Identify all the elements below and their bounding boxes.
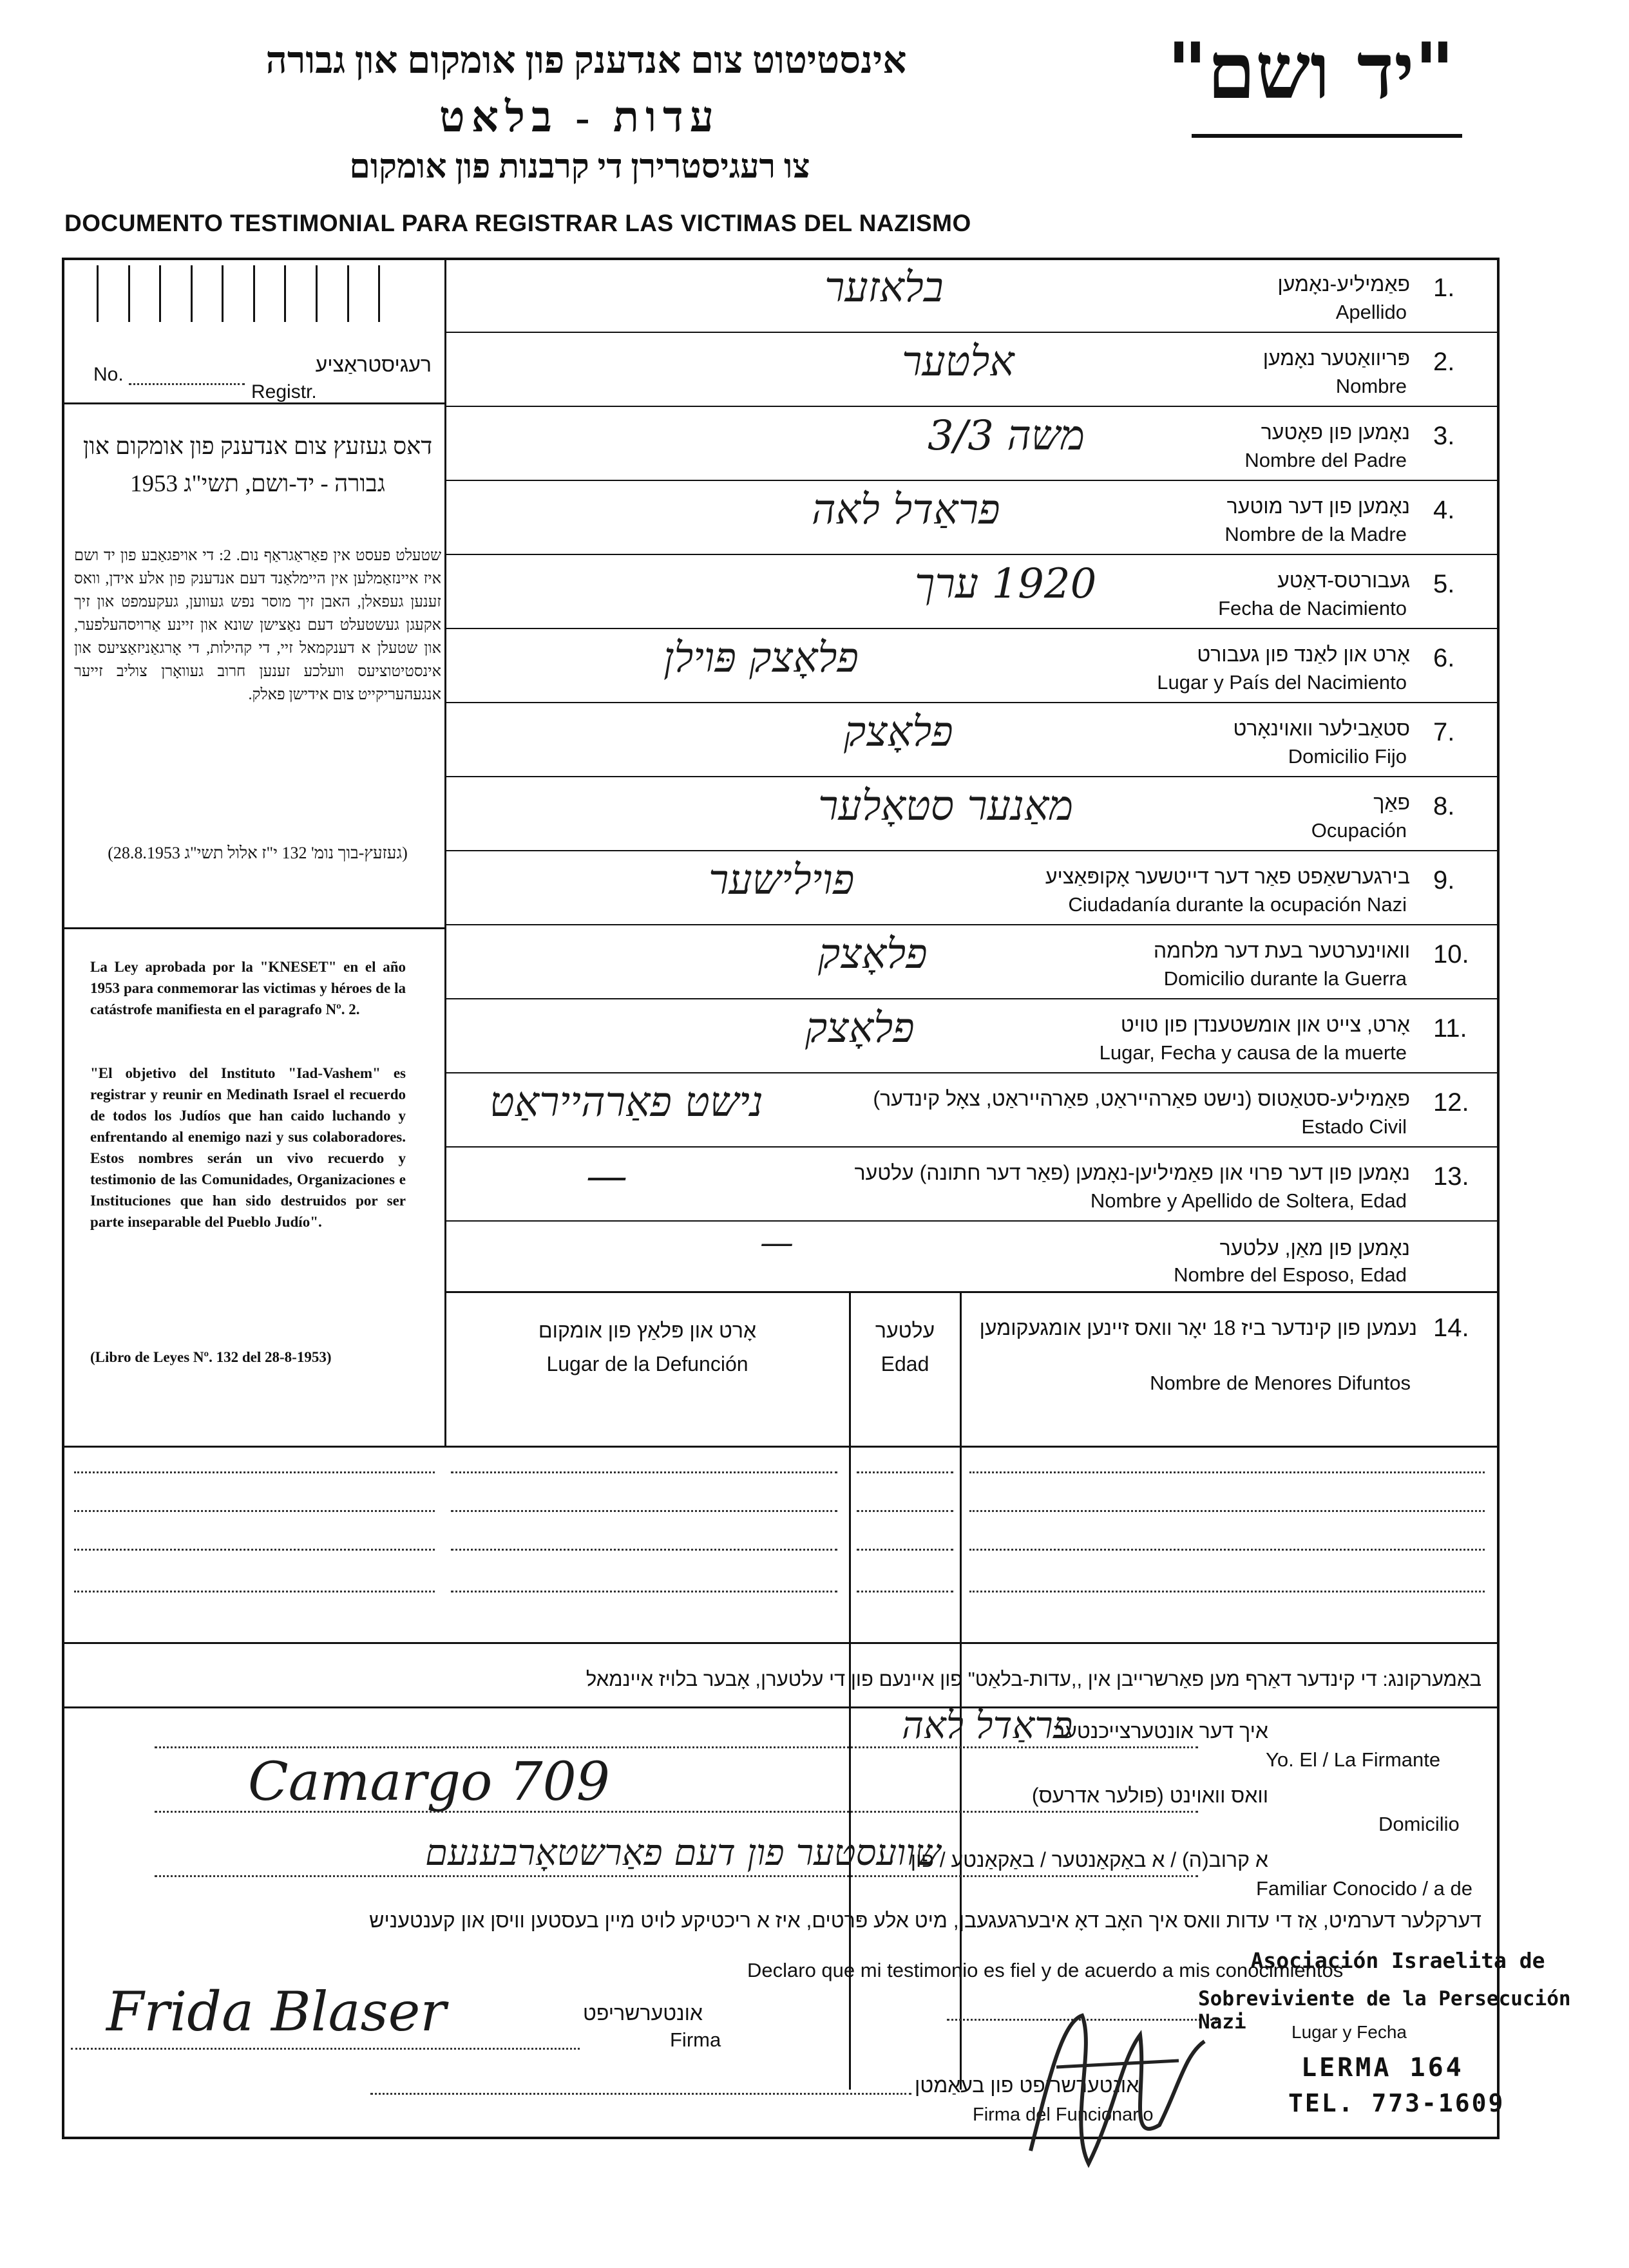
spouse-handwriting[interactable]: — (760, 1224, 794, 1262)
field-number: 10. (1433, 940, 1469, 969)
spouse-heb-label: נאָמען פון מאַן, עלטער (1219, 1236, 1410, 1260)
field-es-label: Domicilio Fijo (1288, 745, 1407, 768)
field-number: 3. (1433, 422, 1455, 450)
header-form-title: עדות - בלאט (439, 94, 721, 141)
place-date-label: Lugar y Fecha (1291, 2022, 1407, 2042)
law-es-reference: (Libro de Leyes Nº. 132 del 28-8-1953) (90, 1349, 332, 1365)
table-cell-line[interactable] (857, 1549, 953, 1551)
field-number: 1. (1433, 274, 1455, 302)
domicile-heb-label: וואס וואוינט (פולער אדרעס) (1031, 1784, 1268, 1807)
field-es-label: Estado Civil (1301, 1115, 1407, 1138)
table-cell-line[interactable] (74, 1549, 435, 1551)
reg-no-field[interactable] (129, 383, 245, 385)
reg-digit-box[interactable] (97, 265, 130, 322)
relative-heb-label: א קרוב(ה) / א באַקאַנטער / באַקאַנטע / פון (910, 1848, 1268, 1871)
reg-digit-box[interactable] (286, 265, 318, 322)
field-heb-label: פּריוואַטער נאָמען (1262, 346, 1410, 370)
signer-es-label: Yo. El / La Firmante (1266, 1748, 1441, 1771)
signature-es-label: Firma (670, 2028, 721, 2051)
reg-digit-box[interactable] (193, 265, 224, 322)
reg-es-label: Registr. (251, 381, 317, 402)
field-number: 11. (1433, 1014, 1467, 1043)
signature-line (71, 2048, 580, 2050)
table-cell-line[interactable] (451, 1471, 837, 1473)
field-es-label: Fecha de Nacimiento (1218, 597, 1407, 619)
table-bottom-divider (62, 1446, 1500, 1448)
field-number: 2. (1433, 348, 1455, 376)
reg-heb-label: רעגיסטראַציע (315, 353, 432, 376)
field-handwriting[interactable]: 1920 ערך (915, 560, 1097, 608)
field-row-line (444, 406, 1500, 407)
law-heb-heading: דאס געזעץ צום אנדענק פון אומקום און גבורה - יד-ושם, תשי"ג 1953 (82, 433, 433, 497)
spanish-title: DOCUMENTO TESTIMONIAL PARA REGISTRAR LAS VICTIMAS DEL NAZISMO (64, 210, 971, 236)
registration-boxes (97, 265, 380, 322)
reg-digit-box[interactable] (224, 265, 255, 322)
header-institute-title: אינסטיטוט צום אנדענק פון אומקום און גבורה (265, 39, 907, 81)
field-es-label: Nombre del Padre (1244, 449, 1407, 471)
field-es-label: Lugar, Fecha y causa de la muerte (1099, 1041, 1407, 1064)
table-cell-line[interactable] (451, 1510, 837, 1512)
field-handwriting[interactable]: פלאָצק (805, 1005, 915, 1052)
field-heb-label: נאָמען פון דער פרוי און פאַמיליען-נאָמען (פאַר דער חתונה) עלטער (854, 1161, 1410, 1184)
field-row-line (444, 924, 1500, 925)
field-heb-label: סטאַבילער וואוינאָרט (1233, 717, 1410, 740)
table-cell-line[interactable] (857, 1510, 953, 1512)
field-row-line (444, 332, 1500, 333)
field-number: 13. (1433, 1162, 1469, 1191)
declaration-es: Declaro que mi testimonio es fiel y de acuerdo a mis conocimientos (747, 1959, 1344, 1981)
signer-heb-label: איך דער אונטערצייכנטער (1054, 1719, 1268, 1743)
field-heb-label: בירגערשאַפט פאַר דער דייטשער אָקופּאַציע (1045, 865, 1410, 888)
official-line (370, 2093, 911, 2095)
field-handwriting[interactable]: אלטער (902, 338, 1015, 386)
declaration-heb: דערקלער דערמיט, אַז די עדות וואס איך האָב דאָ איבערגעגעבן, מיט אלע פּרטים, איז א ריכטיקע לויט מיין בעסטען וויסן און קענטעניש (369, 1909, 1481, 1932)
field-heb-label: אָרט, צייט און אומשטענדן פון טויט (1120, 1013, 1410, 1036)
field-14-es-label: Nombre de Menores Difuntos (1150, 1372, 1411, 1394)
field-handwriting[interactable]: פוילישער (709, 856, 855, 904)
law-es-text: La Ley aprobada por la "KNESET" en el año 1953 para conmemorar las victimas y héroes de la catástrofe manifiesta en el paragrafo Nº. 2. (90, 959, 406, 1017)
field-row-line (444, 1072, 1500, 1073)
table-cell-line[interactable] (74, 1510, 435, 1512)
reg-digit-box[interactable] (349, 265, 381, 322)
yad-vashem-logo (1159, 26, 1520, 148)
field-row-line (444, 554, 1500, 555)
note-top-divider (62, 1642, 1500, 1644)
law-heb-reference: (געזעץ-בוך נומ' 132 י"ז אלול תשי"ג 28.8.1953) (108, 844, 408, 862)
field-es-label: Nombre de la Madre (1224, 523, 1407, 545)
table-cell-line[interactable] (969, 1591, 1485, 1592)
field-14-number: 14. (1433, 1314, 1469, 1342)
field-heb-label: נאָמען פון פאָטער (1261, 421, 1410, 444)
field-number: 8. (1433, 792, 1455, 820)
field-es-label: Ciudadanía durante la ocupación Nazi (1068, 893, 1407, 916)
signature-heb-label: אונטערשריפט (583, 2001, 703, 2025)
left-column-divider (444, 258, 446, 1446)
logo-text: "יד ושם" (1167, 26, 1455, 117)
field-number: 4. (1433, 496, 1455, 524)
relative-handwriting[interactable]: שוועסטער פון דעם פאַרשטאָרבענעם (425, 1832, 941, 1874)
field-row-line (444, 1220, 1500, 1222)
reg-digit-box[interactable] (318, 265, 349, 322)
field-row-line (444, 702, 1500, 703)
spouse-divider (444, 1291, 1500, 1293)
field-handwriting[interactable]: פלאָצק (818, 931, 928, 978)
domicile-es-label: Domicilio (1378, 1813, 1460, 1835)
field-number: 6. (1433, 644, 1455, 672)
field-number: 12. (1433, 1088, 1469, 1117)
field-row-line (444, 1146, 1500, 1148)
spouse-es-label: Nombre del Esposo, Edad (1174, 1263, 1407, 1286)
field-row-line (444, 850, 1500, 851)
field-heb-label: אָרט און לאַנד פון געבורט (1197, 643, 1410, 666)
field-es-label: Nombre (1335, 375, 1407, 397)
field-handwriting[interactable]: נישט פאַרהייראַט (490, 1079, 763, 1126)
field-heb-label: וואוינערטער בעת דער מלחמה (1153, 939, 1410, 962)
field-number: 9. (1433, 866, 1455, 894)
field-handwriting[interactable]: פלאָצק (844, 708, 953, 756)
table-cell-line[interactable] (969, 1471, 1485, 1473)
col-place-heb: אָרט און פּלאַץ פון אומקום (538, 1319, 757, 1342)
field-handwriting[interactable]: פראַדל לאה (812, 486, 1000, 534)
field-handwriting[interactable]: פלאָצק פּוילן (663, 634, 859, 682)
field-handwriting[interactable]: מאַנער סטאָלער (818, 782, 1074, 830)
field-es-label: Ocupación (1311, 819, 1407, 842)
table-cell-line[interactable] (451, 1549, 837, 1551)
note-text: באַמערקונג: די קינדער דאַרף מען פאַרשרייבן אין ,,עדות-בלאַט" פון איינעם פון די עלטערן, אָבער בלויז איינמאל (586, 1668, 1481, 1690)
table-cell-line[interactable] (969, 1510, 1485, 1512)
field-row-line (444, 480, 1500, 481)
law-heb-body: שטעלט פעסט אין פאַראַגראַף נום. 2: די אויפגאַבע פון יד ושם איז איינזאַמלען אין היימלאַנד דעם אנדענק פון אלע אידן, וואס זענען געפאלן, האבן זיך מוסר נפש געווען, געקעמפט און זיך אקעגן געשטעלט דעם נאַצישן שונא און זיינע אַרויסהעלפער, און שטעלן א דענקמאל זיי, די קהילות, די אָרגאַניזאַציעס און אינסטיטוציעס וועלכע זענען חרוב געוואָרן צוליב זייער אנגעהעריקייט צום אידישן פאלק. (74, 547, 441, 703)
field-row-line (444, 998, 1500, 999)
field-14-heb-label: נעמען פון קינדער ביז 18 יאָר וואס זיינען אומגעקומען (979, 1316, 1417, 1339)
association-stamp (1198, 1948, 1604, 2117)
stamp-line-2: Sobreviviente de la Persecución Nazi (1198, 1987, 1571, 2034)
stamp-line-3: LERMA 164 (1301, 2053, 1464, 2083)
field-heb-label: געבורטס-דאַטע (1277, 569, 1410, 592)
signer-handwriting[interactable]: פראַדל לאה (902, 1703, 1073, 1747)
reg-digit-box[interactable] (130, 265, 162, 322)
logo-underline (1192, 134, 1462, 138)
field-es-label: Lugar y País del Nacimiento (1157, 671, 1407, 694)
header-subtitle: צו רעגיסטרירן די קרבנות פון אומקום (349, 149, 810, 185)
field-handwriting[interactable]: בלאזער (824, 264, 944, 312)
stamp-line-4: TEL. 773-1609 (1288, 2089, 1505, 2117)
table-cell-line[interactable] (857, 1591, 953, 1592)
field-number: 7. (1433, 718, 1455, 746)
reg-no-label: No. (93, 364, 124, 385)
field-heb-label: פאַמיליע-נאָמען (1277, 272, 1410, 296)
reg-digit-box[interactable] (255, 265, 287, 322)
field-es-label: Apellido (1335, 301, 1407, 323)
table-cell-line[interactable] (969, 1549, 1485, 1551)
domicile-handwriting[interactable]: Camargo 709 (248, 1752, 610, 1813)
official-heb-label: אונטערשריפט פון בעאַמטן (915, 2074, 1139, 2097)
table-cell-line[interactable] (74, 1591, 435, 1592)
field-heb-label: פאַך (1373, 791, 1410, 814)
signature-handwriting[interactable]: Frida Blaser (106, 1980, 446, 2043)
field-es-label: Nombre y Apellido de Soltera, Edad (1090, 1189, 1407, 1212)
law-es-objective: "El objetivo del Instituto "Iad-Vashem" es registrar y reunir en Medinath Israel el recuerdo de todos los Judíos que han caido luchando y enfrentando al enemigo nazi y sus colaboradores. Estos nombres serán un vivo recuerdo y testimonio de las Comunidades, Organizaciones e Instituciones que han sido destruidos por ser parte inseparable del Pueblo Judío". (90, 1065, 406, 1230)
field-row-line (444, 776, 1500, 777)
field-es-label: Domicilio durante la Guerra (1163, 967, 1407, 990)
field-number: 5. (1433, 570, 1455, 598)
relative-es-label: Familiar Conocido / a de (1256, 1877, 1472, 1900)
note-bottom-divider (62, 1706, 1500, 1708)
stamp-line-1: Asociación Israelita de (1250, 1948, 1545, 1973)
col-place-es: Lugar de la Defunción (546, 1352, 748, 1375)
left-law-divider (62, 927, 446, 929)
reg-digit-box[interactable] (161, 265, 193, 322)
field-row-line (444, 628, 1500, 629)
field-handwriting[interactable]: — (586, 1153, 627, 1200)
table-cell-line[interactable] (451, 1591, 837, 1592)
official-es-label: Firma del Funcionario (973, 2104, 1154, 2125)
field-heb-label: פאַמיליע-סטאַטוס (נישט פאַרהייראַט, פאַרהייראַט, צאָל קינדער) (873, 1087, 1410, 1110)
field-handwriting[interactable]: משה 3/3 (928, 412, 1085, 460)
col-age-heb: עלטער (875, 1319, 935, 1342)
table-cell-line[interactable] (74, 1471, 435, 1473)
table-cell-line[interactable] (857, 1471, 953, 1473)
field-heb-label: נאָמען פון דער מוטער (1226, 495, 1410, 518)
relative-line (155, 1875, 1198, 1877)
col-age-es: Edad (881, 1352, 929, 1375)
